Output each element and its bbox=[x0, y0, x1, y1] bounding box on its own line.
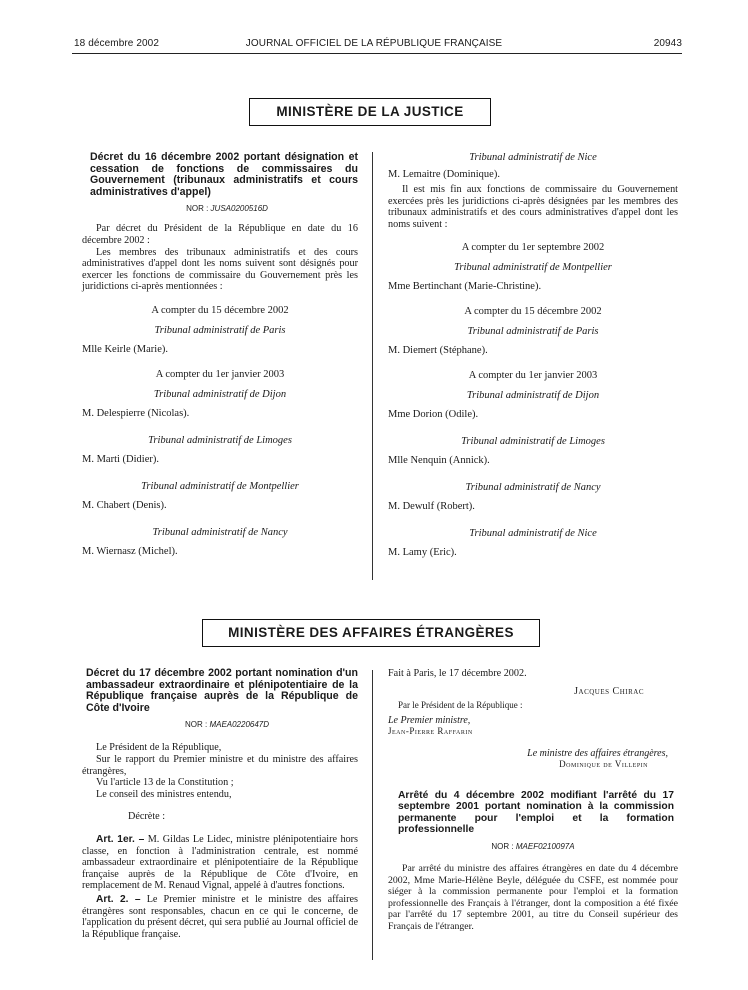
signed-at: Fait à Paris, le 17 décembre 2002. bbox=[388, 668, 527, 679]
article-1-label: Art. 1er. – bbox=[96, 833, 145, 845]
section-heading-foreign-affairs: MINISTÈRE DES AFFAIRES ÉTRANGÈRES bbox=[202, 619, 540, 647]
effective-date: A compter du 1er septembre 2002 bbox=[461, 242, 605, 254]
president-signature: Jacques Chirac bbox=[574, 685, 644, 697]
decree-justice-left bbox=[82, 152, 358, 557]
prime-minister-name: Jean-Pierre Raffarin bbox=[388, 725, 473, 736]
article-2 bbox=[82, 894, 358, 940]
court-heading: Tribunal administratif de Dijon bbox=[153, 388, 287, 400]
court-heading: Tribunal administratif de Montpellier bbox=[454, 262, 612, 274]
appointee-name: Mme Bertinchant (Marie-Christine). bbox=[388, 281, 542, 293]
decree-ambassador bbox=[82, 668, 358, 940]
nor-reference-arrete bbox=[388, 842, 678, 851]
decree-intro-members: Les membres des tribunaux administratifs et des cours administratives d'appel dont les noms suivent sont désignés pour exercer les fonctions de commissaire du Gouvernement près les juridictions ci-après mentionnées : bbox=[82, 246, 358, 293]
effective-date: A compter du 1er janvier 2003 bbox=[468, 370, 598, 382]
appointment-list bbox=[82, 305, 358, 557]
header-page-number: 20943 bbox=[653, 38, 682, 49]
appointee-name: M. Delespierre (Nicolas). bbox=[82, 407, 190, 419]
appointee-name: Mlle Keirle (Marie). bbox=[82, 343, 169, 355]
nor-label: NOR : bbox=[491, 841, 514, 851]
court-heading: Tribunal administratif de Limoges bbox=[461, 436, 605, 448]
prime-minister-title: Le Premier ministre, bbox=[388, 714, 471, 726]
nor-code: MAEF0210097A bbox=[515, 841, 575, 851]
appointee-name: M. Diemert (Stéphane). bbox=[388, 345, 488, 357]
court-heading: Tribunal administratif de Nice bbox=[469, 528, 597, 540]
column-divider bbox=[372, 152, 373, 580]
appointee-name: Mlle Nenquin (Annick). bbox=[388, 455, 490, 467]
effective-date: A compter du 1er janvier 2003 bbox=[155, 368, 285, 380]
effective-date: A compter du 15 décembre 2002 bbox=[464, 306, 602, 318]
court-heading: Tribunal administratif de Nice bbox=[469, 152, 597, 163]
by-president: Par le Président de la République : bbox=[398, 699, 523, 710]
minister-title: Le ministre des affaires étrangères, bbox=[527, 747, 668, 759]
appointee-name: M. Chabert (Denis). bbox=[82, 499, 167, 511]
column-divider-2 bbox=[372, 670, 373, 960]
court-heading: Tribunal administratif de Nancy bbox=[465, 482, 601, 494]
article-1-text: M. Gildas Le Lidec, ministre plénipotentiaire hors classe, en fonction à l'administration centrale, est nommé ambassadeur extraordinaire et plénipotentiaire de la République française auprès de la République de Côte d'Ivoire, en remplacement de M. Renaud Vignal, appelé à d'autres fonctions. bbox=[82, 833, 359, 892]
effective-date: A compter du 15 décembre 2002 bbox=[151, 304, 289, 316]
appointee-name: M. Dewulf (Robert). bbox=[388, 501, 475, 513]
appointee-name: M. Lamy (Eric). bbox=[388, 547, 457, 559]
nor-label: NOR : bbox=[184, 720, 208, 730]
court-heading: Tribunal administratif de Dijon bbox=[466, 390, 600, 402]
decrete-label: Décrète : bbox=[128, 811, 166, 823]
preamble-president: Le Président de la République, bbox=[96, 742, 222, 754]
preamble-council: Le conseil des ministres entendu, bbox=[96, 788, 232, 800]
termination-paragraph: Il est mis fin aux fonctions de commissaire du Gouvernement exercées près les juridictions ci-après désignées par les membres des tribunaux administratifs et des cours administratives d'appel dont les noms suivent : bbox=[388, 184, 678, 230]
court-heading: Tribunal administratif de Paris bbox=[154, 324, 286, 336]
signatures-and-arrete bbox=[388, 668, 678, 933]
court-heading: Tribunal administratif de Paris bbox=[467, 326, 599, 338]
article-1 bbox=[82, 834, 358, 892]
arrete-text: Par arrêté du ministre des affaires étrangères en date du 4 décembre 2002, Mme Marie-Hélène Beyle, déléguée du CSFE, est nommée pour siéger à la commission permanente pour l'emploi et la formation professionnelle des Français à l'étranger, dont la composition a été fixée par l'arrêté du 17 septembre 2001, au titre du Conseil supérieur des Français de l'étranger. bbox=[388, 862, 678, 932]
decree-title: Décret du 16 décembre 2002 portant désignation et cessation de fonctions de commissaires du Gouvernement (tribunaux administratifs et cours administratives d'appel) bbox=[90, 151, 358, 198]
section-heading-justice: MINISTÈRE DE LA JUSTICE bbox=[249, 98, 491, 126]
article-2-text: Le Premier ministre et le ministre des affaires étrangères sont responsables, chacun en ce qui le concerne, de l'application du présent décret, qui sera publié au Journal officiel de la République française. bbox=[82, 893, 359, 940]
decree-intro: Par décret du Président de la République en date du 16 décembre 2002 : bbox=[82, 223, 358, 246]
header-date: 18 décembre 2002 bbox=[74, 38, 159, 49]
preamble-report: Sur le rapport du Premier ministre et du ministre des affaires étrangères, bbox=[82, 753, 358, 777]
arrete-title: Arrêté du 4 décembre 2002 modifiant l'arrêté du 17 septembre 2001 portant nomination à la commission permanente pour l'emploi et la formation professionnelle bbox=[398, 789, 674, 836]
nor-reference bbox=[82, 204, 358, 213]
minister-name: Dominique de Villepin bbox=[559, 758, 648, 769]
nor-label: NOR : bbox=[186, 204, 209, 214]
preamble-constitution: Vu l'article 13 de la Constitution ; bbox=[96, 777, 234, 789]
appointee-name: M. Wiernasz (Michel). bbox=[82, 545, 178, 557]
court-heading: Tribunal administratif de Nancy bbox=[152, 526, 288, 538]
nor-code: MAEA0220647D bbox=[209, 720, 270, 730]
appointee-name: M. Marti (Didier). bbox=[82, 453, 159, 465]
termination-list bbox=[388, 242, 678, 558]
appointee-name: Mme Dorion (Odile). bbox=[388, 409, 479, 421]
court-heading: Tribunal administratif de Limoges bbox=[148, 434, 292, 446]
article-2-label: Art. 2. – bbox=[96, 893, 141, 905]
header-rule bbox=[72, 53, 682, 54]
decree-title-ambassador: Décret du 17 décembre 2002 portant nomination d'un ambassadeur extraordinaire et plénipotentiaire de la République française auprès de la République de Côte d'Ivoire bbox=[86, 667, 358, 714]
header-journal-title: JOURNAL OFFICIEL DE LA RÉPUBLIQUE FRANÇAISE bbox=[245, 38, 503, 49]
appointee-name: M. Lemaitre (Dominique). bbox=[388, 169, 500, 180]
nor-code: JUSA0200516D bbox=[210, 204, 268, 214]
decree-justice-right bbox=[388, 152, 678, 558]
nor-reference-ambassador bbox=[82, 720, 358, 729]
court-heading: Tribunal administratif de Montpellier bbox=[141, 480, 299, 492]
